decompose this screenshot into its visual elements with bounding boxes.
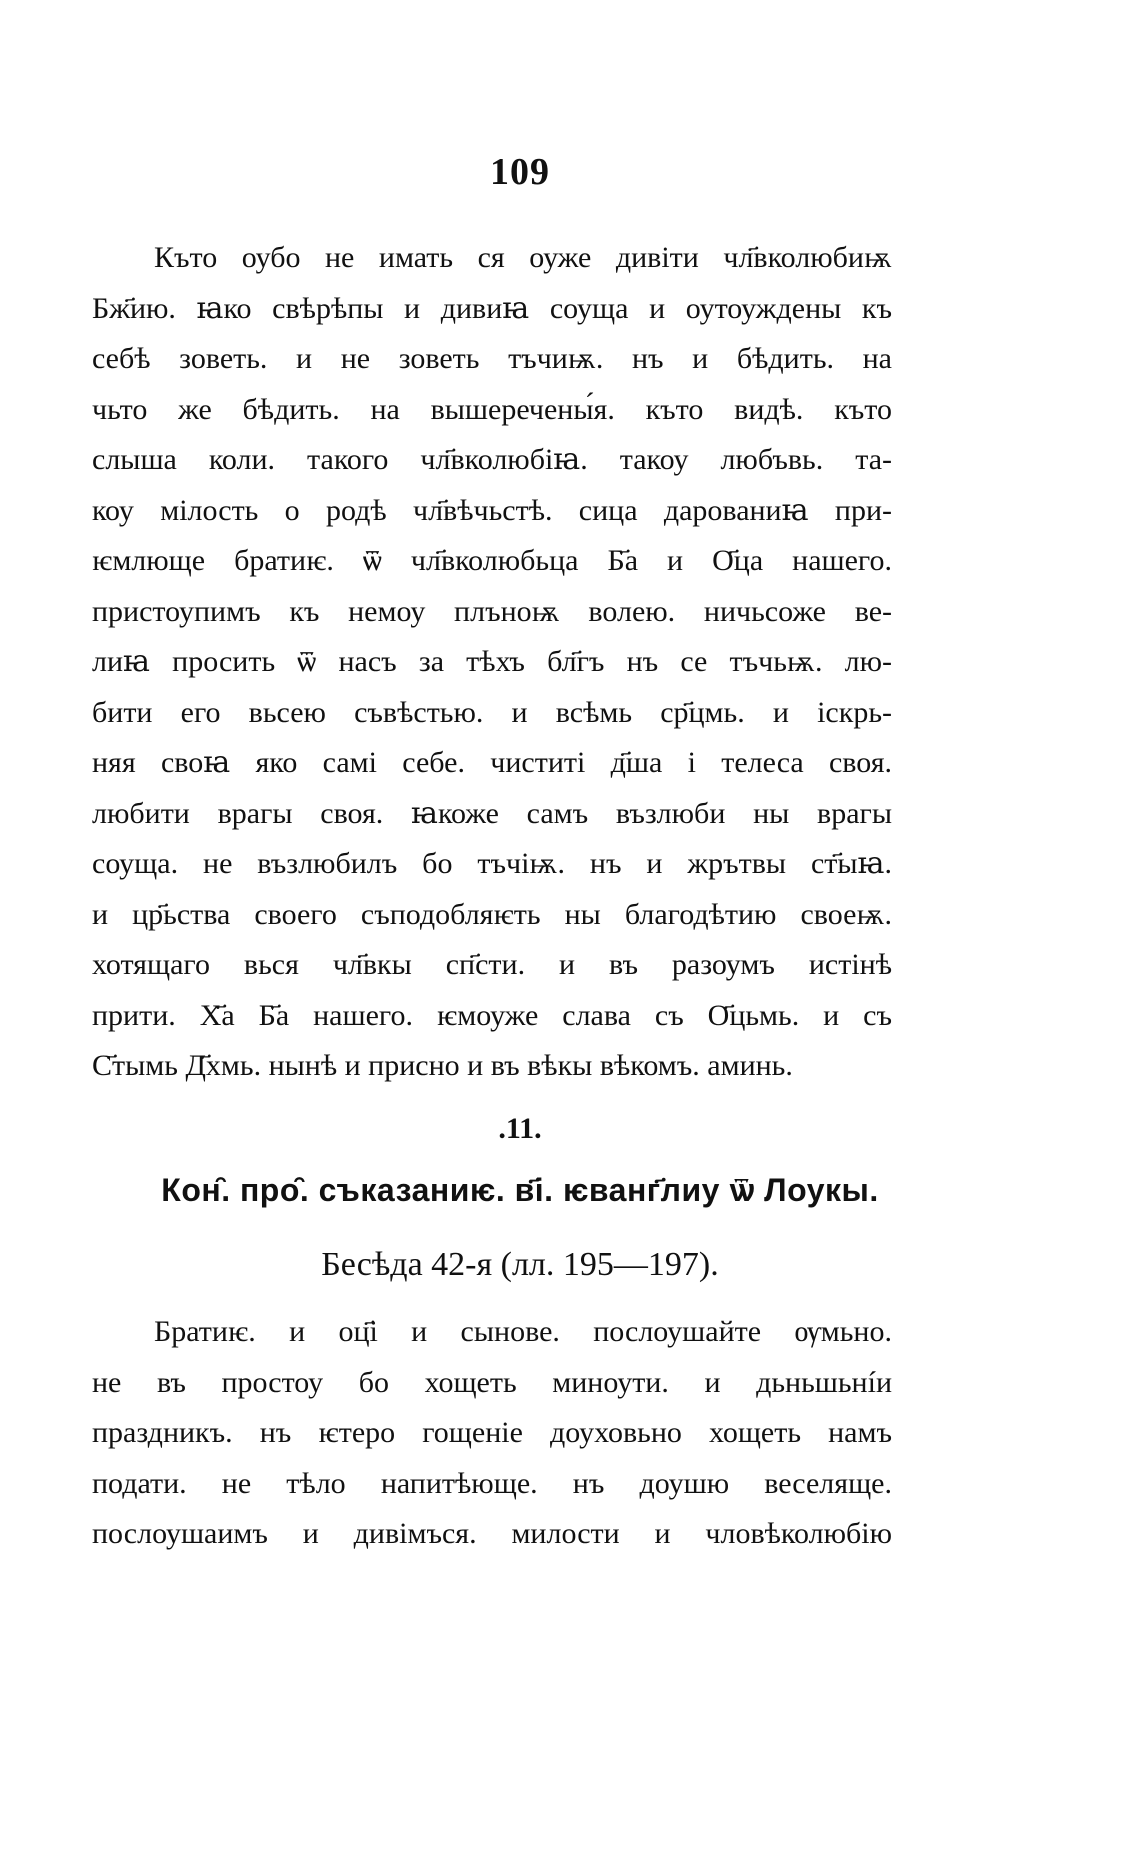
- text-line: чьто же бѣдить. на вышеречены́я. къто видѣ. къто: [92, 392, 892, 426]
- text-line: себѣ зоветь. и не зоветь тъчиѭ. нъ и бѣдить. на: [92, 342, 892, 375]
- text-line: прити. Х҃а Б҃а нашего. ѥмоуже слава съ О҃цьмь. и съ: [92, 998, 892, 1032]
- text-line: Бж҃ию. ꙗко свѣрѣпы и дивиꙗ соуща и оутоуждены къ: [92, 291, 892, 325]
- section-number: .11.: [498, 1112, 542, 1145]
- paragraph-2: [92, 1307, 892, 1560]
- sermon-title: Бесѣда 42-я (лл. 195—197).: [321, 1246, 719, 1283]
- text-line: и цр҃ьства своего съподобляѥть ны благодѣтию своеѭ.: [92, 897, 892, 931]
- text-line: С҃тымь Д҃хмь. нынѣ и присно и въ вѣкы вѣкомъ. аминь.: [92, 1049, 793, 1082]
- text-line: хотящаго вься чл҃вкы сп҃сти. и въ разоумъ истінѣ: [92, 948, 892, 981]
- text-line: пристоупимъ къ немоу плъноѭ волею. ничьсоже ве-: [92, 594, 892, 628]
- paragraph-1: [92, 233, 892, 1092]
- text-line: не въ простоу бо хощеть миноути. и дьньшьнíи: [92, 1365, 892, 1399]
- text-line: праздникъ. нъ ѥтеро гощеніе доуховьно хощеть намъ: [92, 1416, 892, 1449]
- text-line: Къто оубо не имать ся оуже дивіти чл҃вколюбиѭ: [154, 241, 892, 274]
- text-line: бити его вьсею съвѣстью. и всѣмь ср҃цмь. и іскрь-: [92, 695, 892, 729]
- text-line: коу мілость о родѣ чл҃вѣчьстѣ. сица дарованиꙗ при-: [92, 493, 892, 527]
- text-line: любити врагы своя. ꙗкоже самъ възлюби ны врагы: [92, 796, 892, 830]
- text-line: соуща. не възлюбилъ бо тъчіѭ. нъ и жрътвы ст҃ыꙗ.: [92, 847, 892, 880]
- page-number: 109: [490, 151, 550, 193]
- text-line: няя своꙗ яко самі себе. чиститі д҃ша і телеса своя.: [92, 746, 892, 779]
- text-line: слыша коли. такого чл҃вколюбіꙗ. такоу любъвь. та-: [92, 443, 892, 476]
- text-line: послоушаимъ и дивімъся. милости и чловѣколюбію: [92, 1517, 892, 1550]
- text-line: Братиѥ. и оц҃і и сынове. послоушайте ѹмьно.: [154, 1315, 892, 1348]
- text-line: ѥмлюще братиѥ. ѿ чл҃вколюбьца Б҃а и О҃ца нашего.: [92, 544, 892, 577]
- text-line: подати. не тѣло напитѣюще. нъ доушю веселяще.: [92, 1466, 892, 1500]
- text-line: лиꙗ просить ѿ насъ за тѣхъ бл҃гъ нъ се тъчьѭ. лю-: [92, 645, 892, 678]
- section-heading: Кон̑. про̑. съказаниѥ. в҃і. ѥванг҃лиу ѿ Лоукы.: [161, 1172, 879, 1208]
